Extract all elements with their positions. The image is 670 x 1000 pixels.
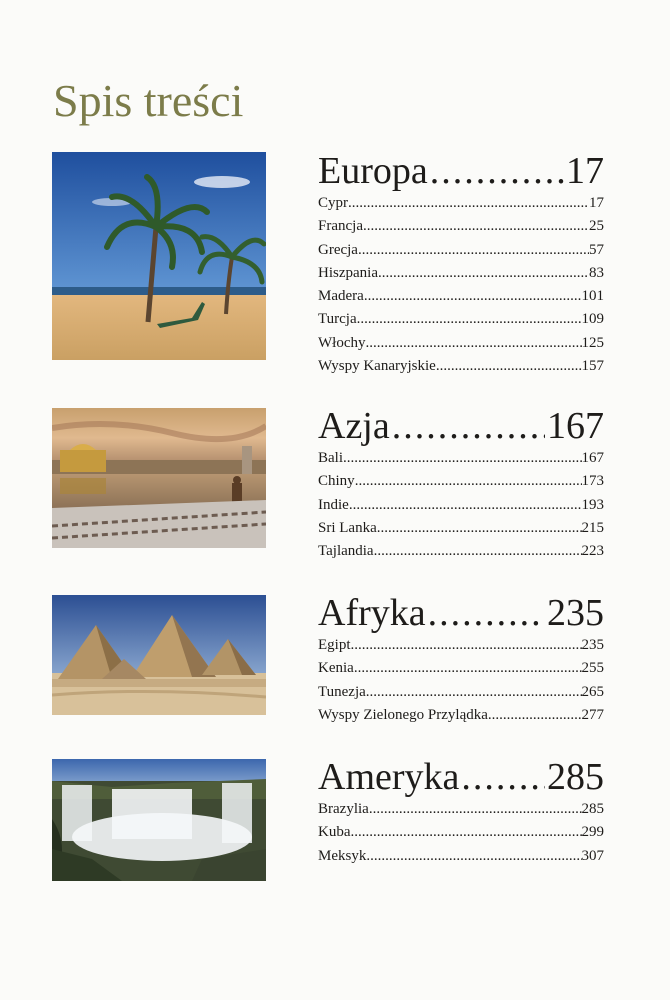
- toc-entry[interactable]: [318, 540, 604, 563]
- entry-name: Egipt: [318, 637, 351, 653]
- leader-dots: [436, 355, 582, 378]
- entry-name: Meksyk: [318, 847, 367, 864]
- toc-afryka: [318, 592, 604, 727]
- leader-dots: [365, 332, 581, 355]
- entry-page: 101: [581, 288, 604, 305]
- entry-name: Włochy: [318, 334, 366, 351]
- entry-name: Cypr: [318, 195, 348, 211]
- region-heading[interactable]: [318, 592, 604, 634]
- toc-azja: [318, 405, 604, 563]
- entry-page: 299: [581, 824, 604, 841]
- region-name: Azja: [318, 405, 390, 447]
- entry-page: 255: [581, 660, 604, 677]
- entry-page: 223: [581, 543, 604, 560]
- toc-entry[interactable]: [318, 215, 604, 238]
- toc-entry[interactable]: [318, 634, 604, 657]
- region-page: 17: [566, 150, 604, 192]
- toc-entry[interactable]: [318, 821, 604, 844]
- leader-dots: [369, 798, 582, 821]
- entry-page: 285: [581, 801, 604, 817]
- entry-page: 157: [581, 358, 604, 375]
- entry-name: Kuba: [318, 824, 351, 841]
- leader-dots: [374, 540, 582, 563]
- entry-name: Turcja: [318, 311, 357, 328]
- region-name: Europa: [318, 150, 428, 192]
- toc-entry[interactable]: [318, 192, 604, 215]
- entry-page: 125: [581, 334, 604, 351]
- toc-entry[interactable]: [318, 308, 604, 331]
- leader-dots: [349, 494, 582, 517]
- golden-temple-reflection-photo: [52, 408, 266, 548]
- entry-page: 277: [581, 706, 604, 723]
- region-name: Ameryka: [318, 756, 460, 798]
- leader-dots: [366, 845, 581, 868]
- toc-entry[interactable]: [318, 355, 604, 378]
- entry-name: Madera: [318, 288, 364, 305]
- toc-entry[interactable]: [318, 262, 604, 285]
- toc-entry[interactable]: [318, 447, 604, 470]
- leader-dots: [378, 262, 589, 285]
- leader-dots: [366, 681, 582, 704]
- leader-dots: [351, 821, 582, 844]
- entry-page: 193: [581, 496, 604, 513]
- leader-dots: [354, 657, 582, 680]
- toc-entry[interactable]: [318, 470, 604, 493]
- entry-page: 215: [581, 519, 604, 536]
- region-heading[interactable]: [318, 150, 604, 192]
- toc-europa: [318, 150, 604, 378]
- page-title: Spis treści: [53, 75, 244, 126]
- toc-entry[interactable]: [318, 494, 604, 517]
- entry-page: 57: [589, 241, 604, 258]
- entry-name: Grecja: [318, 241, 358, 258]
- leader-dots: [461, 756, 545, 798]
- pyramids-photo: [52, 595, 266, 715]
- leader-dots: [392, 405, 545, 447]
- region-page: 235: [547, 592, 604, 634]
- toc-entry[interactable]: [318, 657, 604, 680]
- leader-dots: [488, 704, 582, 727]
- leader-dots: [343, 447, 582, 470]
- toc-entry[interactable]: [318, 239, 604, 262]
- entry-name: Sri Lanka: [318, 519, 377, 536]
- waterfalls-photo: [52, 759, 266, 881]
- entry-name: Kenia: [318, 660, 354, 677]
- toc-entry[interactable]: [318, 332, 604, 355]
- entry-name: Tunezja: [318, 683, 366, 700]
- leader-dots: [428, 592, 545, 634]
- entry-name: Tajlandia: [318, 543, 374, 560]
- toc-entry[interactable]: [318, 845, 604, 868]
- entry-page: 17: [589, 195, 604, 211]
- entry-page: 25: [589, 218, 604, 235]
- entry-name: Indie: [318, 496, 349, 513]
- beach-palm-trees-photo: [52, 152, 266, 360]
- region-page: 167: [547, 405, 604, 447]
- toc-entry[interactable]: [318, 681, 604, 704]
- toc-entry[interactable]: [318, 704, 604, 727]
- toc-ameryka: [318, 756, 604, 868]
- toc-entry[interactable]: [318, 798, 604, 821]
- toc-entry[interactable]: [318, 517, 604, 540]
- entry-page: 109: [581, 311, 604, 328]
- entry-name: Bali: [318, 450, 343, 466]
- leader-dots: [364, 285, 582, 308]
- leader-dots: [357, 308, 582, 331]
- leader-dots: [355, 470, 582, 493]
- entry-name: Hiszpania: [318, 264, 378, 281]
- entry-name: Wyspy Kanaryjskie: [318, 358, 436, 375]
- entry-page: 173: [581, 473, 604, 490]
- entry-name: Francja: [318, 218, 363, 235]
- leader-dots: [430, 150, 564, 192]
- region-heading[interactable]: [318, 756, 604, 798]
- leader-dots: [363, 215, 589, 238]
- leader-dots: [351, 634, 582, 657]
- toc-entry[interactable]: [318, 285, 604, 308]
- region-heading[interactable]: [318, 405, 604, 447]
- entry-page: 265: [581, 683, 604, 700]
- region-name: Afryka: [318, 592, 426, 634]
- entry-page: 83: [589, 264, 604, 281]
- entry-page: 307: [581, 847, 604, 864]
- leader-dots: [358, 239, 589, 262]
- region-page: 285: [547, 756, 604, 798]
- entry-page: 167: [581, 450, 604, 466]
- leader-dots: [377, 517, 582, 540]
- entry-name: Brazylia: [318, 801, 369, 817]
- entry-page: 235: [581, 637, 604, 653]
- leader-dots: [348, 192, 589, 215]
- entry-name: Chiny: [318, 473, 355, 490]
- entry-name: Wyspy Zielonego Przylądka: [318, 706, 488, 723]
